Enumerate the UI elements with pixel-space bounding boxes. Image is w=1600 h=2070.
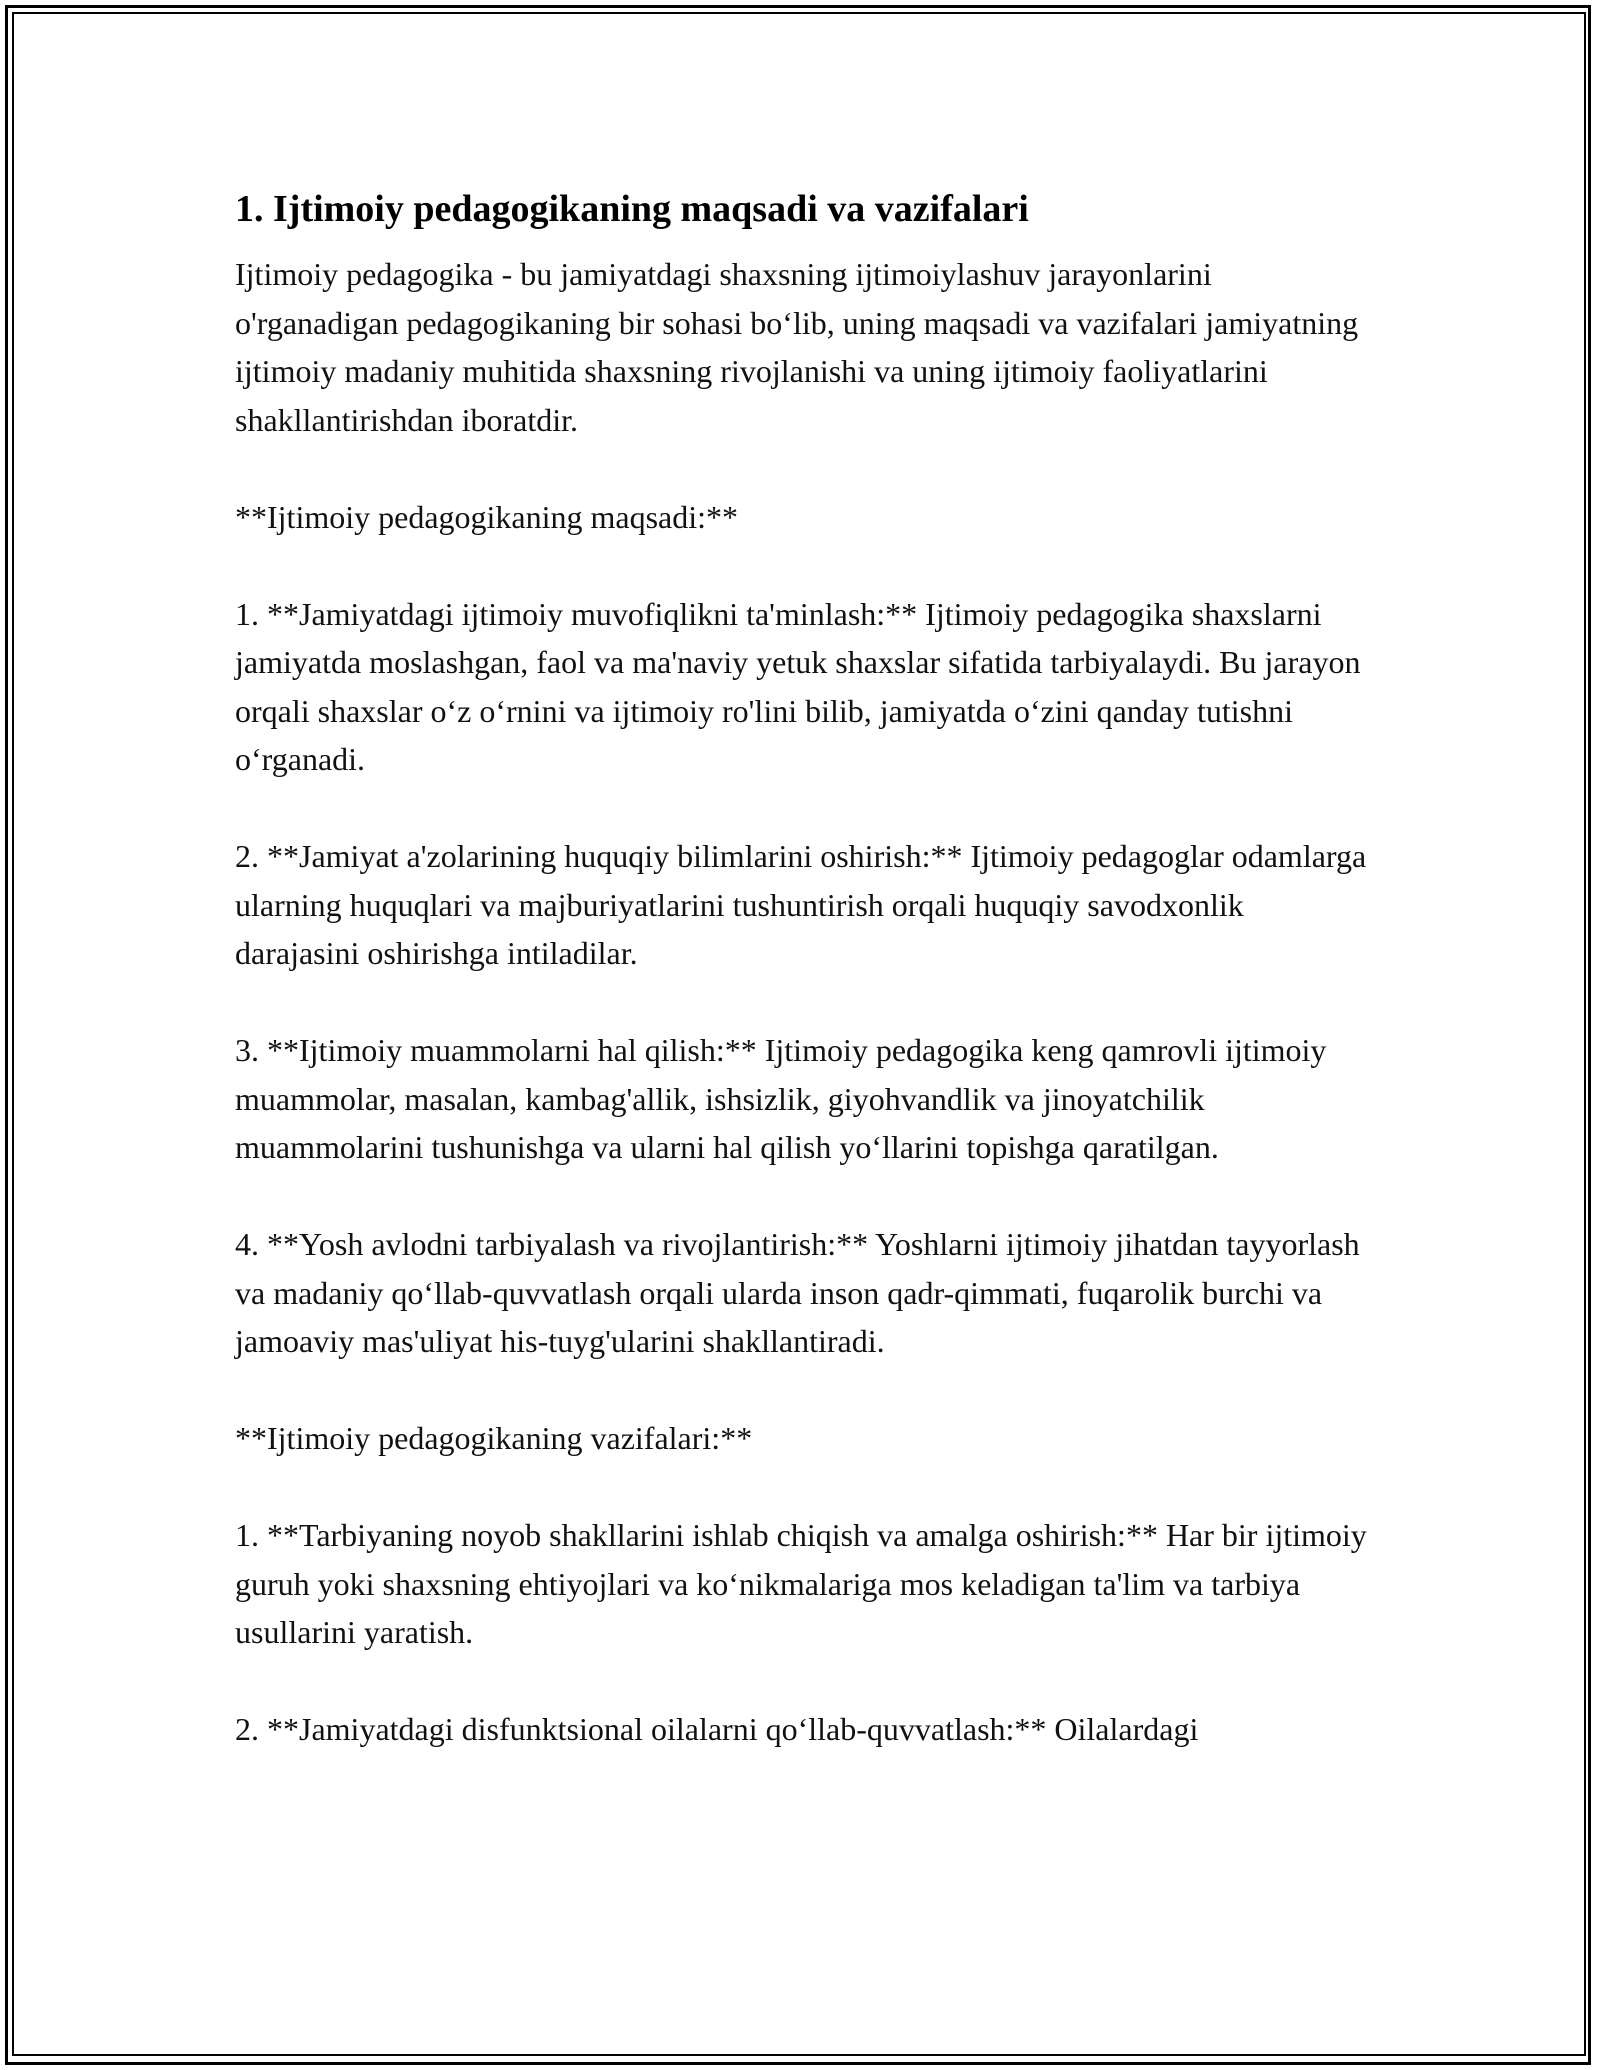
document-body (235, 186, 1375, 1754)
intro-paragraph: Ijtimoiy pedagogika - bu jamiyatdagi shaxsning ijtimoiylashuv jarayonlarini o'rganadigan pedagogikaning bir sohasi bo‘lib, uning maqsadi va vazifalari jamiyatning ijtimoiy madaniy muhitida shaxsning rivojlanishi va uning ijtimoiy faoliyatlarini shakllantirishdan iboratdir. (235, 256, 1359, 438)
section-heading-maqsadi: **Ijtimoiy pedagogikaning maqsadi:** (235, 498, 739, 535)
list-item-vazifa-2: 2. **Jamiyatdagi disfunktsional oilalarni qo‘llab-quvvatlash:** Oilalardagi (235, 1711, 1199, 1747)
list-item-maqsad-1: 1. **Jamiyatdagi ijtimoiy muvofiqlikni ta'minlash:** Ijtimoiy pedagogika shaxslarni jamiyatda moslashgan, faol va ma'naviy yetuk shaxslar sifatida tarbiyalaydi. Bu jarayon orqali shaxslar o‘z o‘rnini va ijtimoiy ro'lini bilib, jamiyatda o‘zini qanday tutishni o‘rganadi. (235, 595, 1361, 777)
list-item-maqsad-2: 2. **Jamiyat a'zolarining huquqiy bilimlarini oshirish:** Ijtimoiy pedagoglar odamlarga ularning huquqlari va majburiyatlarini tushuntirish orqali huquqiy savodxonlik darajasini oshirishga intiladilar. (235, 838, 1367, 971)
list-item-vazifa-1: 1. **Tarbiyaning noyob shakllarini ishlab chiqish va amalga oshirish:** Har bir ijtimoiy guruh yoki shaxsning ehtiyojlari va ko‘nikmalariga mos keladigan ta'lim va tarbiya usullarini yaratish. (235, 1517, 1367, 1650)
list-item-maqsad-3: 3. **Ijtimoiy muammolarni hal qilish:** Ijtimoiy pedagogika keng qamrovli ijtimoiy muammolar, masalan, kambag'allik, ishsizlik, giyohvandlik va jinoyatchilik muammolarini tushunishga va ularni hal qilish yo‘llarini topishga qaratilgan. (235, 1032, 1327, 1165)
section-heading-vazifalari: **Ijtimoiy pedagogikaning vazifalari:** (235, 1420, 753, 1456)
document-title: 1. Ijtimoiy pedagogikaning maqsadi va vazifalari (235, 188, 1029, 230)
list-item-maqsad-4: 4. **Yosh avlodni tarbiyalash va rivojlantirish:** Yoshlarni ijtimoiy jihatdan tayyorlash va madaniy qo‘llab-quvvatlash orqali ularda inson qadr-qimmati, fuqarolik burchi va jamoaviy mas'uliyat his-tuyg'ularini shakllantiradi. (235, 1226, 1360, 1359)
